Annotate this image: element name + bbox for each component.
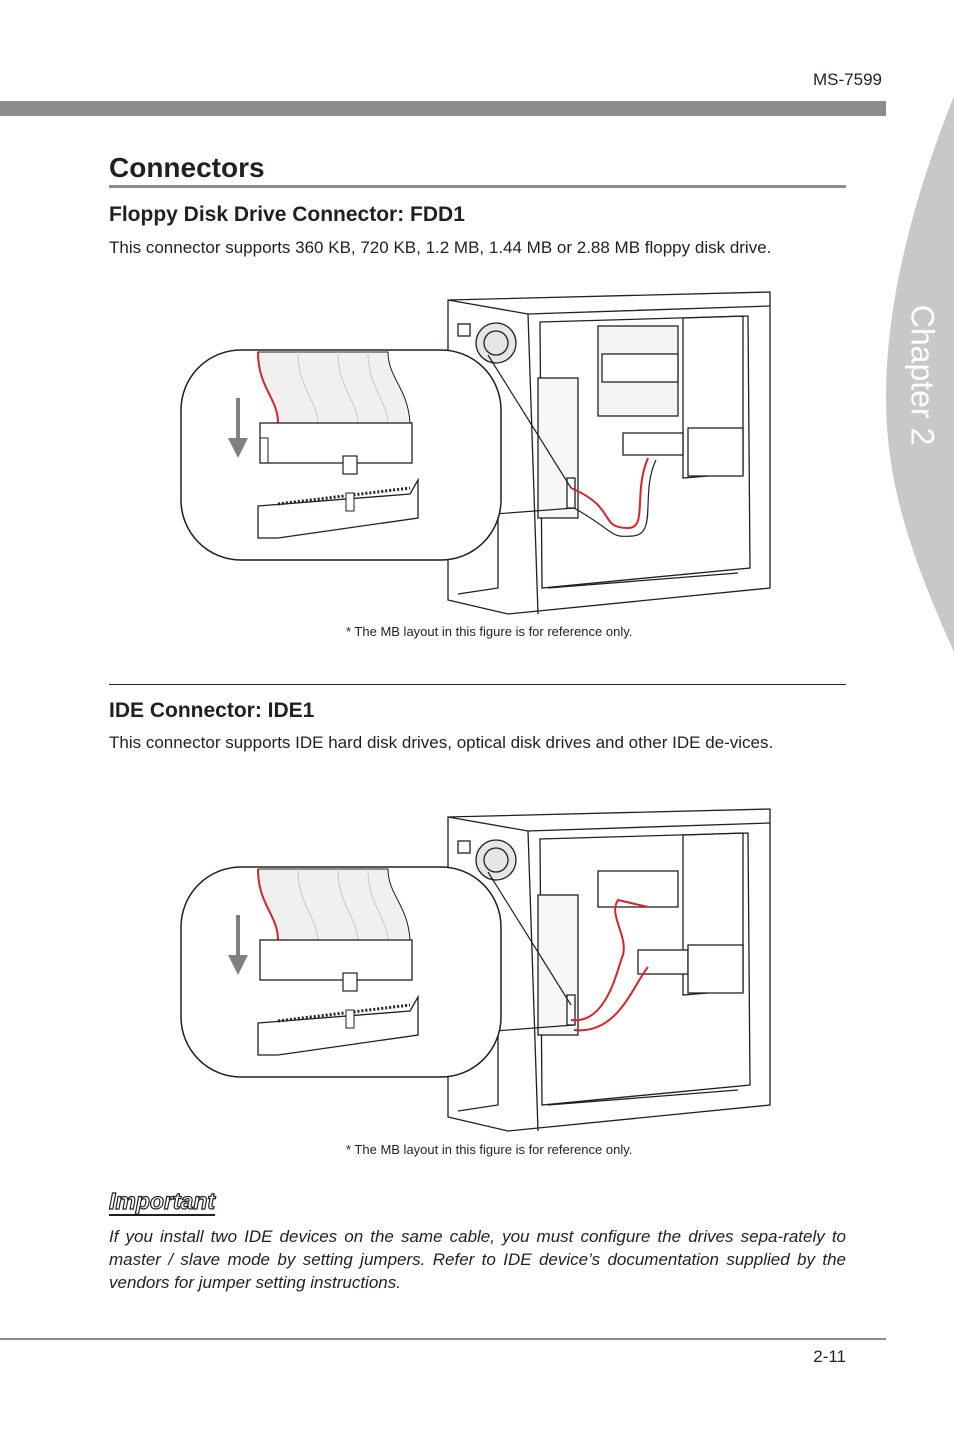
section-divider bbox=[109, 684, 846, 685]
chapter-label: Chapter 2 bbox=[904, 304, 941, 446]
fdd-description: This connector supports 360 KB, 720 KB, 1.2 MB, 1.44 MB or 2.88 MB floppy disk drive. bbox=[109, 238, 772, 257]
fdd-heading: Floppy Disk Drive Connector: FDD1 bbox=[109, 203, 465, 226]
ide-figure-caption: * The MB layout in this figure is for reference only. bbox=[346, 1142, 633, 1157]
fdd-figure-caption: * The MB layout in this figure is for reference only. bbox=[346, 624, 633, 639]
footer-rule bbox=[0, 1338, 886, 1340]
page-number: 2-11 bbox=[813, 1347, 846, 1366]
important-label: Important bbox=[109, 1188, 216, 1214]
fdd-connection-figure bbox=[178, 288, 778, 618]
ide-description: This connector supports IDE hard disk drives, optical disk drives and other IDE de-vices. bbox=[109, 733, 774, 752]
ide-heading: IDE Connector: IDE1 bbox=[109, 699, 315, 722]
title-rule bbox=[109, 185, 846, 188]
ide-connection-figure bbox=[178, 805, 778, 1135]
header-bar bbox=[0, 101, 886, 116]
model-number: MS-7599 bbox=[813, 70, 882, 89]
page-title: Connectors bbox=[109, 152, 265, 183]
important-note: If you install two IDE devices on the same cable, you must configure the drives sepa-rately to master / slave mode by setting jumpers. Refer to IDE device’s documentation supplied by the vendors for jumper setting instructions. bbox=[109, 1227, 846, 1292]
